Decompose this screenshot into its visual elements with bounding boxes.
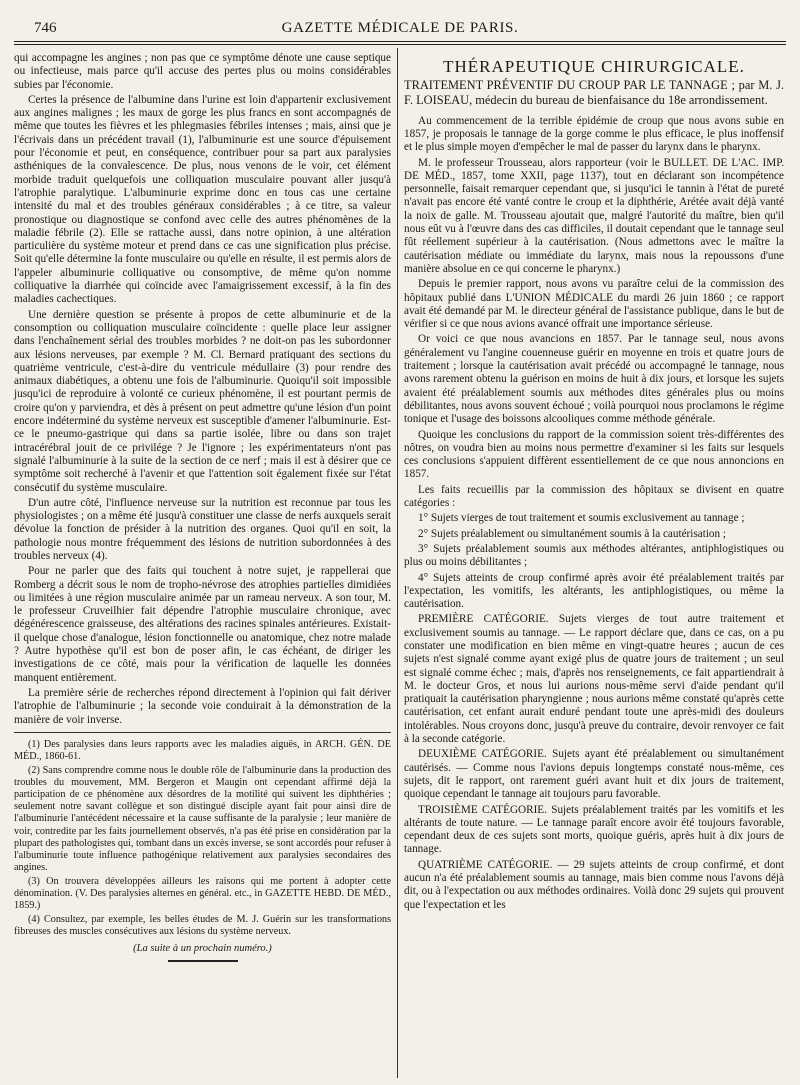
to-be-continued: (La suite à un prochain numéro.) [133, 943, 272, 955]
column-divider [397, 48, 398, 1078]
body-paragraph: Pour ne parler que des faits qui touchent à notre sujet, je rappellerai que Romberg a décrit sous le nom de tropho-névrose des atrophies partielles dimidiées ou limitées à une région musculaire animée par un rameau nerveux. A son tour, M. le professeur Cruveilhier fait dépendre l'atrophie musculaire chronique, avec dégénérescence graisseuse, des altérations des racines spinales antérieures. Existait-il quelque chose d'analogue, lésion fonctionnelle ou anatomique, chez notre malade ? Autre hypothèse qu'il est bon de poser afin, le cas échéant, de diriger les investigations de ce côté, mais pour la vérification de laquelle les données manquent entièrement. [14, 565, 391, 684]
header-rule [14, 41, 786, 42]
body-paragraph: Quoique les conclusions du rapport de la commission soient très-différentes des nôtres, on voudra bien au moins nous permettre d'examiner si les faits sur lesquels ces conclusions s'appuient diffèrent essentiellement de ce que nous annoncions en 1857. [404, 428, 784, 481]
left-column [14, 52, 391, 962]
footnote-separator [14, 732, 391, 733]
list-item: 1° Sujets vierges de tout traitement et soumis exclusivement au tannage ; [418, 512, 745, 525]
page-number: 746 [34, 20, 57, 36]
body-paragraph: Depuis le premier rapport, nous avons vu paraître celui de la commission des hôpitaux publié dans L'UNION MÉDICALE du mardi 26 juin 1860 ; ce rapport avait été demandé par M. le directeur général de l'assistance publique, dans le but de vérifier si ce que nous avions avancé offrait une importance sérieuse. [404, 278, 784, 331]
body-paragraph: Au commencement de la terrible épidémie de croup que nous avons subie en 1857, je proposais le tannage de la gorge comme le plus efficace, le plus inoffensif et le plus simple moyen d'empêcher le mal de passer du larynx dans le pharynx. [404, 114, 784, 154]
footnotes [14, 739, 391, 939]
page-header [0, 0, 800, 44]
journal-title: GAZETTE MÉDICALE DE PARIS. [281, 20, 519, 36]
footnote: (3) On trouvera développées ailleurs les raisons qui me portent à adopter cette dénomination. (V. Des paralysies alternes en général. etc., in GAZETTE HEBD. DE MÉD., 1859.) [14, 875, 391, 912]
body-paragraph: D'un autre côté, l'influence nerveuse sur la nutrition est reconnue par tous les physiologistes ; on a même été jusqu'à constituer une classe de nerfs auxquels serait dévolue la fonction de présider à la nutrition des organes. Quoi qu'il en soit, la pathologie nous montre fréquemment des lésions de nutrition subordonnées à des troubles nerveux (4). [14, 496, 391, 562]
body-paragraph: Certes la présence de l'albumine dans l'urine est loin d'appartenir exclusivement aux angines malignes ; les maux de gorge les plus francs en sont accompagnés de même que toutes les fièvres et les phlegmasies fébriles intenses ; mais, ainsi que je l'écrivais dans un précédent travail (1), l'albuminurie est une source d'épuisement pour l'économie et peut, en conséquence, contribuer pour sa part aux paralysies asthéniques de la convalescence. De plus, nous venons de le voir, cet élément morbide traduit quelquefois une colliquation musculaire pouvant aller jusqu'à l'atrophie paralytique. L'albuminurie exprime donc en tous cas une certaine intensité du mal et des troubles généraux considérables ; à ce titre, sa valeur pronostique ou diagnostique se confond avec celle des autres phénomènes de la maladie fébrile (2). Elle se rattache aussi, dans notre opinion, à une altération particulière du système moteur et prend dans ce cas une signification plus précise. Soit qu'elle détermine la fonte musculaire ou qu'elle en résulte, il est permis alors de l'appeler albuminurie colliquative ou consomptive, de même qu'on nomme colliquative la diarrhée qui coïncide avec l'amaigrissement excessif, à la fin des maladies cachectiques. [14, 93, 391, 306]
category-paragraph: DEUXIÈME CATÉGORIE. Sujets ayant été préalablement ou simultanément cautérisés. — Comme nous l'avions depuis longtemps constaté nous-même, ces sujets, dit le rapport, ont rarement guéri avant huit et dix jours de traitement, quoique cependant le tannage ait toujours paru favorable. [404, 748, 784, 801]
body-paragraph: M. le professeur Trousseau, alors rapporteur (voir le BULLET. DE L'AC. IMP. DE MÉD., 1857, tome XXII, page 1137), tout en déclarant son incompétence personnelle, faisait remarquer cependant que, si jusqu'ici le tannin à l'état de pureté n'avait pas encore été vanté contre le croup et la diphthérie, Arétée avait déjà vanté la noix de galle. M. Trousseau ajoutait que, malgré l'autorité du maître, bien qu'il nous eût vu à l'œuvre dans des cas difficiles, il doutait cependant que le tannage seul fût réellement supérieur à la cautérisation. (Nous admettons avec le maître la cautérisation médiate ou immédiate du larynx, mais nous la repoussons d'une manière absolue en ce qui concerne le pharynx.) [404, 156, 784, 275]
header-rule-secondary [14, 44, 786, 45]
body-paragraph: Or voici ce que nous avancions en 1857. Par le tannage seul, nous avons généralement vu l'angine couenneuse guérir en moyenne en trois et quatre jours de traitement ; lorsque la cautérisation avait précédé ou accompagné le tannage, nous avons rarement obtenu la guérison en moins de huit à dix jours, et lorsque les sujets avaient été préalablement soumis aux méthodes dites générales plus ou moins débilitantes, nous avons souvent échoué ; voilà pourquoi nous proclamons le régime tonique et l'usage des boissons alcooliques comme méthode générale. [404, 333, 784, 426]
article-heading: TRAITEMENT PRÉVENTIF DU CROUP PAR LE TANNAGE ; par M. J. F. LOISEAU, médecin du bureau de bienfaisance du 18e arrondissement. [404, 78, 784, 107]
category-paragraph: PREMIÈRE CATÉGORIE. Sujets vierges de tout autre traitement et exclusivement soumis au tannage. — Le rapport déclare que, dans ce cas, on a pu constater une modification en bien même en vingt-quatre heures ; aucun de ces sujets n'est signalé comme ayant exigé plus de quatre jours de traitement ; un seul est signalé comme échec ; mais, d'après nos renseignements, ce fait appartiendrait à M. le docteur Gros, et nous lui aurions nous-même servi d'aide pendant qu'il pratiquait la cautérisation pharyngienne ; nous aurions même constaté qu'après cette cautérisation, cet enfant aurait enduré pendant toute une après-midi des douleurs intolérables. Nous croyons donc, jusqu'à preuve du contraire, devoir renvoyer ce fait à la seconde catégorie. [404, 613, 784, 746]
body-paragraph: La première série de recherches répond directement à l'opinion qui fait dériver l'atrophie de l'albuminurie ; la seconde voie conduirait à la démonstration de la manière de voir inverse. [14, 686, 391, 726]
body-paragraph: Une dernière question se présente à propos de cette albuminurie et de la consomption ou colliquation musculaire coïncidente : quelle place leur assigner dans l'enchaînement sérial des troubles morbides ? ne doit-on pas les subordonner aux lésions nerveuses, par exemple ? M. Cl. Bernard pratiquant des sections du quatrième ventricule, c'est-à-dire du ventricule médullaire (3) pour rendre des animaux diabétiques, a obtenu une fois de l'albuminurie. Quoiqu'il soit impossible jusqu'ici de reproduire à volonté ce curieux phénomène, il est pourtant permis de croire qu'on y parviendra, et dès à présent on peut admettre qu'une lésion d'un point encore indéterminé du système nerveux est susceptible d'amener l'albuminurie. Est-ce le pneumo-gastrique qui dans sa partie isolée, libre ou dans son trajet intracérébral jouit de ce privilége ? Je l'ignore ; les expérimentateurs n'ont pas signalé l'albuminurie à la suite de la section de ce nerf ; mais il est à désirer que ce symptôme soit recherché à l'avenir et que l'attention soit également fixée sur l'état consécutif du système musculaire. [14, 308, 391, 494]
end-rule [168, 960, 238, 962]
list-item: 2° Sujets préalablement ou simultanément soumis à la cautérisation ; [418, 527, 727, 540]
body-paragraph: Les faits recueillis par la commission des hôpitaux se divisent en quatre catégories : [404, 483, 784, 510]
right-column [404, 52, 784, 914]
body-paragraph: qui accompagne les angines ; non pas que ce symptôme dénote une cause septique ou infectieuse, mais parce qu'il accuse des pertes plus ou moins considérables subies par l'économie. [14, 52, 391, 91]
footnote: (4) Consultez, par exemple, les belles études de M. J. Guérin sur les transformations fibreuses des muscles consécutives aux lésions du système nerveux. [14, 914, 391, 938]
category-paragraph: TROISIÈME CATÉGORIE. Sujets préalablement traités par les vomitifs et les altérants de toute nature. — Le tannage paraît encore avoir été toujours favorable, cependant deux de ces sujets sont morts, quoique guéris, après huit à dix jours de tannage. [404, 803, 784, 856]
list-item: 3° Sujets préalablement soumis aux méthodes altérantes, antiphlogistiques ou plus ou moins débilitantes ; [404, 542, 784, 569]
list-item: 4° Sujets atteints de croup confirmé après avoir été préalablement traités par l'expectation, les vomitifs, les altérants, les antiphlogistiques, ou même la cautérisation. [404, 571, 784, 611]
footnote: (2) Sans comprendre comme nous le double rôle de l'albuminurie dans la production des troubles du mouvement, MM. Bergeron et Maugin ont cependant affirmé déjà la participation de ce phénomène aux désordres de la motilité qui suivent les diphthéries ; seulement notre savant collègue et son distingué disciple ayant fait pour ainsi dire de l'albuminurie l'antécédent nécessaire et la cause suffisante de la paralysie ; leur manière de voir, contredite par les faits journellement observés, n'a pas été prise en considération par la plupart des pathologistes qui, tombant dans un excès inverse, se sont accordés pour refuser à l'albuminurie toute influence pathogénique relativement aux paralysies secondaires des angines. [14, 765, 391, 873]
footnote: (1) Des paralysies dans leurs rapports avec les maladies aiguës, in ARCH. GÉN. DE MÉD., 1860-61. [14, 738, 391, 762]
category-paragraph: QUATRIÈME CATÉGORIE. — 29 sujets atteints de croup confirmé, et dont aucun n'a été préalablement soumis au tannage, mais bien comme nous l'avons déjà dit, ou à l'expectation ou aux méthodes ordinaires. Voilà donc 29 sujets qui prouvent que l'expectation et les [404, 858, 784, 911]
section-title: THÉRAPEUTIQUE CHIRURGICALE. [443, 57, 745, 76]
